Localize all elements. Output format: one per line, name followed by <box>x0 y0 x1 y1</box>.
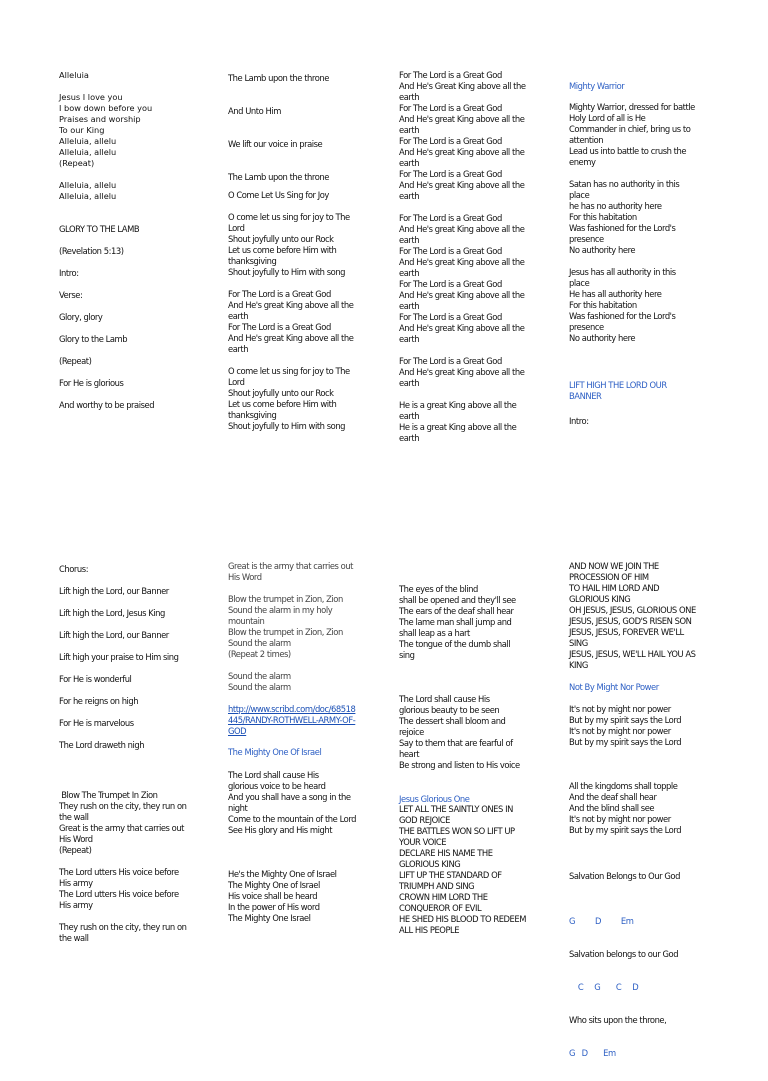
line-gap <box>228 847 388 858</box>
text-line: They rush on the city, they run on <box>59 801 187 811</box>
text-line: TRIUMPH AND SING <box>399 881 475 891</box>
song-alleluia <box>59 70 219 202</box>
text-line: earth <box>399 378 420 388</box>
text-line: The Lord draweth nigh <box>59 740 145 750</box>
text-line: The Mighty One Israel <box>228 913 311 923</box>
line-gap <box>59 169 219 180</box>
text-line: AND NOW WE JOIN THE <box>569 561 659 571</box>
text-line: (Repeat) <box>59 356 92 366</box>
text-line: glorious voice to be heard <box>228 781 326 791</box>
text-line: Shout joyfully to Him with song <box>228 267 346 277</box>
text-line: It's not by might nor power <box>569 726 671 736</box>
lamb-upon-the-throne <box>228 73 388 183</box>
text-line: Lift high the Lord, Jesus King <box>59 608 165 618</box>
text-line: ALL HIS PEOPLE <box>399 925 460 935</box>
text-line: He is a great King above all the <box>399 400 517 410</box>
text-line: The Mighty One of Israel <box>228 880 320 890</box>
text-line: Say to them that are fearful of <box>399 738 513 748</box>
line-gap <box>228 660 388 671</box>
text-line: Verse: <box>59 290 83 300</box>
text-line: Blow the trumpet in Zion, Zion <box>228 594 343 604</box>
line-gap <box>228 583 388 594</box>
text-line: For The Lord is a Great God <box>228 289 331 299</box>
text-line: It's not by might nor power <box>569 704 671 714</box>
text-line: In the power of His word <box>228 902 320 912</box>
song-salvation-belongs <box>569 894 729 1081</box>
text-line: For The Lord is a Great God <box>399 279 502 289</box>
text-line: Alleluia, allelu <box>59 180 117 190</box>
text-line: glorious beauty to be seen <box>399 705 500 715</box>
line-gap <box>228 150 388 161</box>
text-line: JESUS, JESUS, GOD'S RISEN SON <box>569 616 692 626</box>
line-gap <box>399 683 559 694</box>
line-gap <box>228 278 388 289</box>
line-gap <box>228 117 388 128</box>
text-line: And He's great King above all the <box>228 300 354 310</box>
text-line: earth <box>399 268 420 278</box>
text-line: We lift our voice in praise <box>228 139 323 149</box>
text-line: thanksgiving <box>228 410 277 420</box>
text-line: the wall <box>59 812 89 822</box>
text-line: (Revelation 5:13) <box>59 246 124 256</box>
text-line: But by my spirit says the Lord <box>569 715 682 725</box>
song-mighty-one-of-israel <box>228 770 388 924</box>
text-line: For He is marvelous <box>59 718 134 728</box>
line-gap <box>569 168 729 179</box>
line-gap <box>399 345 559 356</box>
text-line: 445/RANDY-ROTHWELL-ARMY-OF- <box>228 715 356 725</box>
text-line: The ears of the deaf shall hear <box>399 606 514 616</box>
line-gap <box>399 202 559 213</box>
intro-label: Intro: <box>569 416 589 426</box>
line-gap <box>59 367 219 378</box>
text-line: And He's great King above all the <box>399 224 525 234</box>
text-line: See His glory and His might <box>228 825 333 835</box>
text-line: He has all authority here <box>569 289 662 299</box>
text-line: LET ALL THE SAINTLY ONES IN <box>399 804 513 814</box>
text-line: No authority here <box>569 245 636 255</box>
text-line: O come let us sing for joy to The <box>228 212 350 222</box>
chord-line-2: C G C D <box>569 982 639 992</box>
text-line: CONQUEROR OF EVIL <box>399 903 482 913</box>
text-line: (Repeat) <box>59 845 92 855</box>
text-line: OH JESUS, JESUS, GLORIOUS ONE <box>569 605 696 615</box>
text-line: GLORIOUS KING <box>569 594 631 604</box>
text-line: he has no authority here <box>569 201 662 211</box>
text-line: His Word <box>59 834 93 844</box>
text-line: Shout joyfully unto our Rock <box>228 234 334 244</box>
text-line: (Repeat) <box>59 158 95 168</box>
title-jesus-glorious-one: Jesus Glorious One <box>399 794 470 804</box>
text-line: earth <box>399 411 420 421</box>
text-line: And He's great King above all the <box>399 180 525 190</box>
text-line: Let us come before Him with <box>228 245 337 255</box>
line-gap <box>228 161 388 172</box>
line-gap <box>228 858 388 869</box>
text-line: No authority here <box>569 333 636 343</box>
line-gap <box>399 389 559 400</box>
text-line: Holy Lord of all is He <box>569 113 646 123</box>
text-line: He's the Mighty One of Israel <box>228 869 337 879</box>
text-line: Sound the alarm in my holy <box>228 605 333 615</box>
song-mighty-warrior <box>569 102 729 344</box>
text-line: attention <box>569 135 604 145</box>
text-line: But by my spirit says the Lord <box>569 825 682 835</box>
text-line: DECLARE HIS NAME THE <box>399 848 493 858</box>
text-line: earth <box>399 301 420 311</box>
text-line: JESUS, JESUS, FOREVER WE'LL <box>569 627 684 637</box>
song-glory-to-the-lamb <box>59 224 219 411</box>
text-line: For The Lord is a Great God <box>399 246 502 256</box>
text-line: Jesus has all authority in this <box>569 267 676 277</box>
text-line: Lord <box>228 223 245 233</box>
text-line: Come to the mountain of the Lord <box>228 814 357 824</box>
song-o-come-let-us-sing <box>228 212 388 432</box>
text-line: For this habitation <box>569 300 637 310</box>
text-line: For The Lord is a Great God <box>399 213 502 223</box>
text-line: The eyes of the blind <box>399 584 478 594</box>
text-line: Let us come before Him with <box>228 399 337 409</box>
text-line: Lift high the Lord, our Banner <box>59 586 169 596</box>
text-line: For The Lord is a Great God <box>399 136 502 146</box>
line-gap <box>228 355 388 366</box>
text-line: earth <box>228 311 249 321</box>
text-line: THE BATTLES WON SO LIFT UP <box>399 826 515 836</box>
line-gap <box>59 663 219 674</box>
text-line: Alleluia <box>59 70 89 80</box>
song-eyes-of-the-blind <box>399 584 559 771</box>
text-line: But by my spirit says the Lord <box>569 737 682 747</box>
title-mighty-warrior: Mighty Warrior <box>569 81 625 91</box>
line-gap <box>59 235 219 246</box>
line-gap <box>569 748 729 759</box>
text-line: rejoice <box>399 727 424 737</box>
line-gap <box>59 641 219 652</box>
line-gap <box>228 95 388 106</box>
text-line: (Repeat 2 times) <box>228 649 291 659</box>
text-line: BANNER <box>569 391 602 401</box>
text-line: Satan has no authority in this <box>569 179 680 189</box>
line-gap <box>228 836 388 847</box>
text-line: Was fashioned for the Lord's <box>569 223 676 233</box>
text-line: Commander in chief, bring us to <box>569 124 691 134</box>
text-line: And He's great King above all the <box>399 114 525 124</box>
line-gap <box>59 323 219 334</box>
line-gap <box>59 856 219 867</box>
text-line: Glory to the Lamb <box>59 334 128 344</box>
text-line: His voice shall be heard <box>228 891 318 901</box>
text-line: It's not by might nor power <box>569 814 671 824</box>
text-line: earth <box>228 344 249 354</box>
line-gap <box>399 672 559 683</box>
text-line: Lift high the Lord, our Banner <box>59 630 169 640</box>
text-line: Be strong and listen to His voice <box>399 760 520 770</box>
line-gap <box>59 575 219 586</box>
line-gap <box>59 257 219 268</box>
title-o-come-let-us-sing: O Come Let Us Sing for Joy <box>228 190 329 200</box>
text-line: Glory, glory <box>59 312 103 322</box>
text-line: The tongue of the dumb shall <box>399 639 511 649</box>
line-gap <box>228 84 388 95</box>
text-line: Alleluia, allelu <box>59 136 117 146</box>
text-line: For The Lord is a Great God <box>399 103 502 113</box>
text-line: For The Lord is a Great God <box>399 356 502 366</box>
text-line: LIFT UP THE STANDARD OF <box>399 870 502 880</box>
line-gap <box>59 707 219 718</box>
song-not-by-might <box>569 704 729 836</box>
text-line: The Lamb upon the throne <box>228 172 329 182</box>
text-line: And Unto Him <box>228 106 281 116</box>
text-line: I bow down before you <box>59 103 153 113</box>
text-line: the wall <box>59 933 89 943</box>
text-line: presence <box>569 234 604 244</box>
chord-line-1: G D Em <box>569 916 634 926</box>
text-line: sing <box>399 650 415 660</box>
text-line: Chorus: <box>59 564 89 574</box>
line-gap <box>569 256 729 267</box>
line-gap <box>59 729 219 740</box>
title-not-by-might: Not By Might Nor Power <box>569 682 659 692</box>
text-line: presence <box>569 322 604 332</box>
text-line: place <box>569 278 590 288</box>
text-line: For this habitation <box>569 212 637 222</box>
text-line: Intro: <box>59 268 79 278</box>
text-line: The Lord shall cause His <box>228 770 319 780</box>
text-line: earth <box>399 433 420 443</box>
text-line: To our King <box>59 125 105 135</box>
text-line: And He's great King above all the <box>228 333 354 343</box>
text-line: earth <box>399 158 420 168</box>
text-line: SING <box>569 638 588 648</box>
line-gap <box>59 345 219 356</box>
text-line: For The Lord is a Great God <box>399 70 502 80</box>
text-line: Alleluia, allelu <box>59 147 117 157</box>
text-line: HE SHED HIS BLOOD TO REDEEM <box>399 914 527 924</box>
text-line: For he reigns on high <box>59 696 139 706</box>
lyric-line-1: Salvation belongs to our God <box>569 949 679 959</box>
text-line: thanksgiving <box>228 256 277 266</box>
text-line: Sound the alarm <box>228 682 291 692</box>
text-line: Shout joyfully unto our Rock <box>228 388 334 398</box>
text-line: The Lord utters His voice before <box>59 889 179 899</box>
song-blow-the-trumpet <box>59 790 219 944</box>
text-line: CROWN HIM LORD THE <box>399 892 488 902</box>
text-line: Shout joyfully to Him with song <box>228 421 346 431</box>
song-army-of-god <box>228 561 388 693</box>
title-lift-high-the-lord <box>569 380 729 402</box>
text-line: Sound the alarm <box>228 638 291 648</box>
text-line: night <box>228 803 248 813</box>
text-line: earth <box>399 125 420 135</box>
text-line: Lead us into battle to crush the <box>569 146 687 156</box>
text-line: earth <box>399 191 420 201</box>
text-line: The lame man shall jump and <box>399 617 512 627</box>
text-line: Blow the trumpet in Zion, Zion <box>228 627 343 637</box>
line-gap <box>59 301 219 312</box>
text-line: LIFT HIGH THE LORD OUR <box>569 380 667 390</box>
line-gap <box>59 619 219 630</box>
line-gap <box>59 279 219 290</box>
text-line: The Lamb upon the throne <box>228 73 329 83</box>
lyric-line-2: Who sits upon the throne, <box>569 1015 667 1025</box>
text-line: They rush on the city, they run on <box>59 922 187 932</box>
text-line: And He's great King above all the <box>399 367 525 377</box>
text-line: For He is wonderful <box>59 674 132 684</box>
text-line: Blow The Trumpet In Zion <box>59 790 158 800</box>
text-line: shall be opened and they'll see <box>399 595 516 605</box>
text-line: For The Lord is a Great God <box>228 322 331 332</box>
chord-line-3: G D Em <box>569 1048 616 1058</box>
text-line: Great is the army that carries out <box>228 561 354 571</box>
line-gap <box>569 759 729 770</box>
text-line: His Word <box>228 572 262 582</box>
text-line: And the deaf shall hear <box>569 792 657 802</box>
line-gap <box>59 81 219 92</box>
line-gap <box>59 685 219 696</box>
chorus-lift-high <box>59 564 219 751</box>
text-line: Mighty Warrior, dressed for battle <box>569 102 695 112</box>
text-line: Was fashioned for the Lord's <box>569 311 676 321</box>
text-line: place <box>569 190 590 200</box>
song-procession <box>569 561 729 671</box>
text-line: JESUS, JESUS, WE'LL HAIL YOU AS <box>569 649 696 659</box>
text-line: Lord <box>228 377 245 387</box>
text-line: YOUR VOICE <box>399 837 447 847</box>
line-gap <box>228 128 388 139</box>
text-line: His army <box>59 878 93 888</box>
text-line: Sound the alarm <box>228 671 291 681</box>
line-gap <box>59 597 219 608</box>
text-line: And He's great King above all the <box>399 147 525 157</box>
text-line: And He's great King above all the <box>399 257 525 267</box>
title-salvation-belongs: Salvation Belongs to Our God <box>569 871 680 881</box>
text-line: And the blind shall see <box>569 803 655 813</box>
text-line: The Lord utters His voice before <box>59 867 179 877</box>
text-line: And He's great King above all the <box>399 323 525 333</box>
text-line: O come let us sing for joy to The <box>228 366 350 376</box>
text-line: And you shall have a song in the <box>228 792 351 802</box>
text-line: earth <box>399 334 420 344</box>
text-line: KING <box>569 660 588 670</box>
text-line: earth <box>399 92 420 102</box>
text-line: Jesus I love you <box>59 92 123 102</box>
text-line: For The Lord is a Great God <box>399 169 502 179</box>
text-line: PROCESSION OF HIM <box>569 572 649 582</box>
line-gap <box>59 911 219 922</box>
text-line: mountain <box>228 616 265 626</box>
text-line: GLORY TO THE LAMB <box>59 224 140 234</box>
text-line: TO HAIL HIM LORD AND <box>569 583 660 593</box>
text-line: earth <box>399 235 420 245</box>
text-line: And worthy to be praised <box>59 400 155 410</box>
line-gap <box>569 770 729 781</box>
text-line: Great is the army that carries out <box>59 823 185 833</box>
text-line: The dessert shall bloom and <box>399 716 506 726</box>
text-line: Lift high your praise to Him sing <box>59 652 179 662</box>
text-line: For The Lord is a Great God <box>399 312 502 322</box>
text-line: GOD <box>228 726 247 736</box>
text-line: For He is glorious <box>59 378 124 388</box>
text-line: GOD REJOICE <box>399 815 451 825</box>
text-line: enemy <box>569 157 596 167</box>
text-line: GLORIOUS KING <box>399 859 461 869</box>
scribd-link[interactable] <box>228 704 388 737</box>
title-mighty-one-of-israel: The Mighty One Of Israel <box>228 747 322 757</box>
text-line: And He's Great King above all the <box>399 81 526 91</box>
song-great-god <box>399 70 559 444</box>
text-line: And He's great King above all the <box>399 290 525 300</box>
text-line: All the kingdoms shall topple <box>569 781 678 791</box>
text-line: His army <box>59 900 93 910</box>
text-line: heart <box>399 749 420 759</box>
line-gap <box>399 661 559 672</box>
song-jesus-glorious-one <box>399 804 559 936</box>
text-line: Praises and worship <box>59 114 141 124</box>
text-line: Alleluia, allelu <box>59 191 117 201</box>
text-line: shall leap as a hart <box>399 628 470 638</box>
text-line: http://www.scribd.com/doc/68518 <box>228 704 356 714</box>
line-gap <box>59 389 219 400</box>
text-line: He is a great King above all the <box>399 422 517 432</box>
text-line: The Lord shall cause His <box>399 694 490 704</box>
